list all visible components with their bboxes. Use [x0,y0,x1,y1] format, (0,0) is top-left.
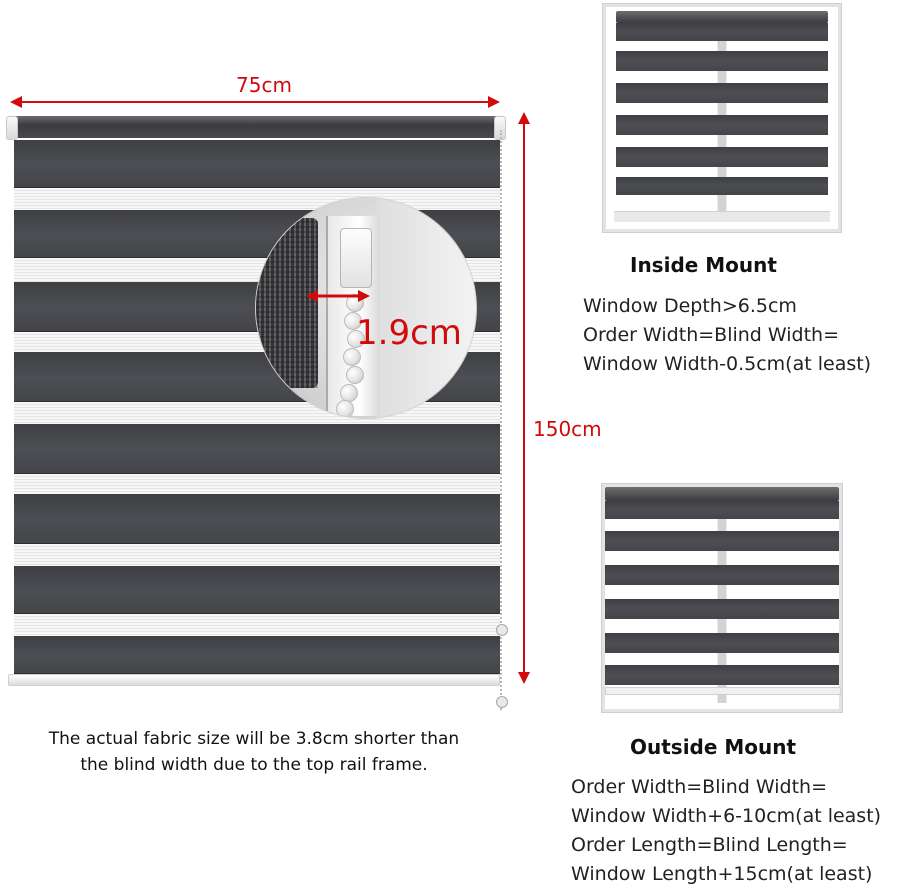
outside-mount-band [605,531,839,551]
inside-mount-line-3: Window Width-0.5cm(at least) [583,353,872,375]
outside-mount-band [605,501,839,519]
bottom-rail [8,674,500,686]
outside-mount-band [605,665,839,685]
window-sill [614,211,830,222]
fabric-note-line-1: The actual fabric size will be 3.8cm shorter than [48,729,460,749]
main-zebra-blind [6,116,514,716]
fabric-band-dark [14,566,500,614]
inside-mount-band [616,177,828,195]
fabric-band-sheer [14,474,500,494]
fabric-band-sheer [14,544,500,566]
outside-mount-heading: Outside Mount [630,735,797,759]
inside-mount-band [616,83,828,103]
chain-bead [336,400,354,418]
outside-mount-window-illustration [602,484,842,712]
chain-housing [340,228,372,288]
outside-mount-band [605,565,839,585]
inside-mount-band [616,147,828,167]
inside-mount-band [616,51,828,71]
fabric-size-note [0,726,508,778]
outside-mount-line-3: Order Length=Blind Length= [571,834,848,856]
inside-mount-line-2: Order Width=Blind Width= [583,324,840,346]
width-label: 75cm [236,73,292,97]
rail-end-cap-left [6,116,18,140]
outside-mount-band [605,633,839,653]
pull-chain [500,130,506,710]
inside-mount-band [616,23,828,41]
fabric-band-dark [14,636,500,674]
chain-clearance-arrow [304,286,374,306]
fabric-band-dark [14,140,500,188]
wall-surface [376,198,476,418]
top-rail [8,116,502,138]
inside-mount-line-1: Window Depth>6.5cm [583,295,797,317]
chain-stopper [496,696,508,708]
inside-mount-specs [583,292,871,379]
fabric-band-dark [14,424,500,474]
chain-stopper [496,624,508,636]
inside-mount-band [616,115,828,135]
height-dimension-arrow [512,108,536,688]
outside-mount-band [605,599,839,619]
chain-clearance-detail-zoom [256,198,476,418]
fabric-note-line-2: the blind width due to the top rail frame. [80,755,428,775]
outside-mount-top-rail [605,487,839,501]
chain-bead [346,366,364,384]
inside-mount-heading: Inside Mount [630,253,777,277]
outside-mount-bottom-rail [605,687,841,695]
outside-mount-line-4: Window Length+15cm(at least) [571,863,873,885]
fabric-band-sheer [14,614,500,636]
outside-mount-line-1: Order Width=Blind Width= [571,776,828,798]
outside-mount-line-2: Window Width+6-10cm(at least) [571,805,882,827]
fabric-band-dark [14,494,500,544]
inside-mount-window-illustration [603,4,841,232]
chain-clearance-label: 1.9cm [356,313,462,353]
inside-mount-top-rail [616,11,828,23]
height-label: 150cm [533,417,602,441]
outside-mount-specs [571,773,881,889]
